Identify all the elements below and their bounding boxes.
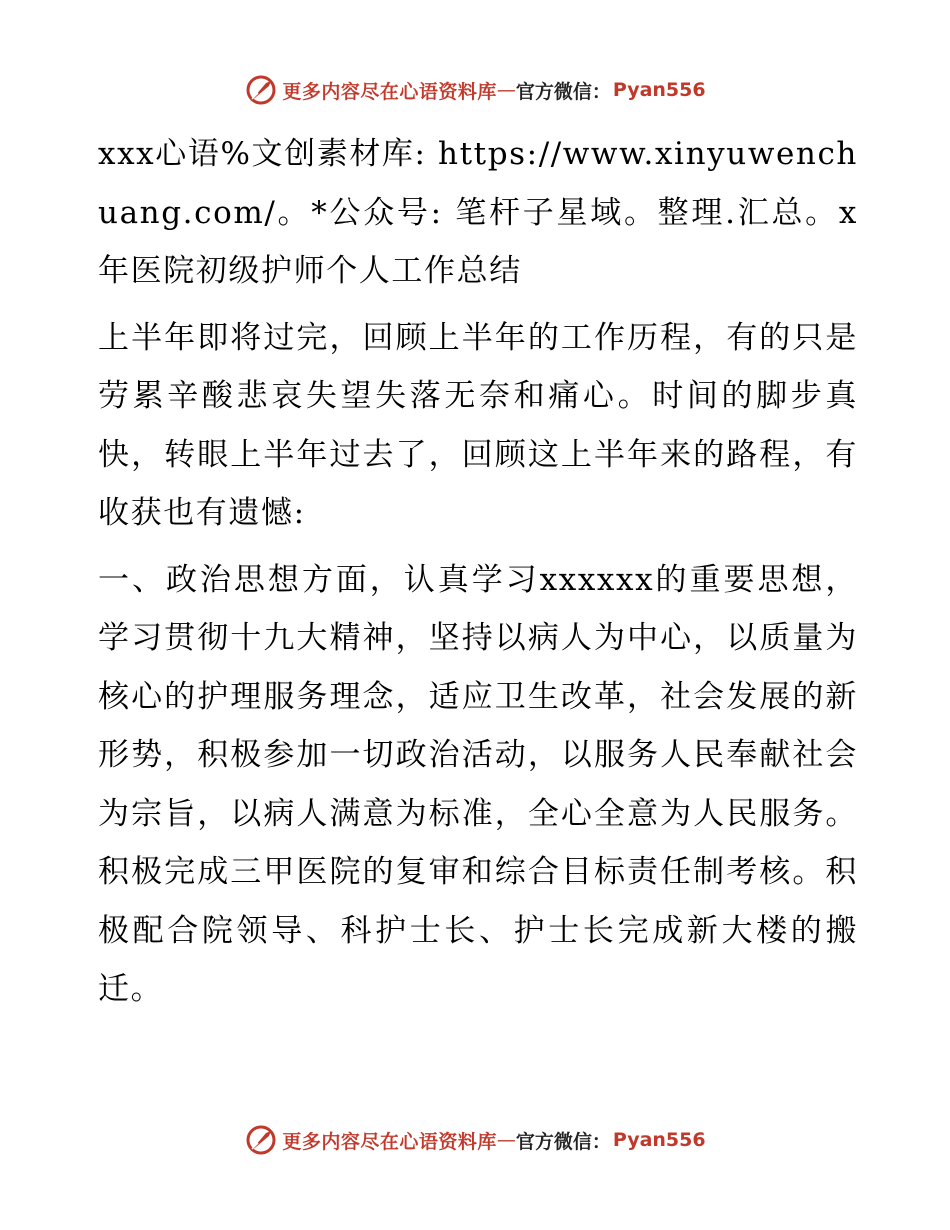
document-intro-title: xxx心语%文创素材库: https://www.xinyuwenchuang.com/。*公众号: 笔杆子星域。整理.汇总。x年医院初级护师个人工作总结 — [98, 136, 858, 289]
header-banner — [0, 70, 950, 110]
document-body — [98, 125, 858, 1019]
paragraph-political-thought: 一、政治思想方面，认真学习xxxxxx的重要思想，学习贯彻十九大精神，坚持以病人为中心，以质量为核心的护理服务理念，适应卫生改革，社会发展的新形势，积极参加一切政治活动，以服务人民奉献社会为宗旨，以病人满意为标准，全心全意为人民服务。积极完成三甲医院的复审和综合目标责任制考核。积极配合院领导、科护士长、护士长完成新大楼的搬迁。 — [98, 561, 858, 1007]
banner-main-text: 更多内容尽在心语资料库 — [282, 80, 497, 103]
banner-official-label: 官方微信： — [515, 80, 611, 103]
banner-wechat-id: Pyan556 — [612, 79, 706, 101]
quill-pen-logo-icon — [244, 73, 278, 107]
banner-dash: — — [496, 79, 516, 101]
quill-pen-logo-icon — [244, 1123, 278, 1157]
banner-wechat-id: Pyan556 — [612, 1129, 706, 1151]
banner-dash: — — [496, 1129, 516, 1151]
banner-official-label: 官方微信： — [515, 1130, 611, 1153]
paragraph-review: 上半年即将过完，回顾上半年的工作历程，有的只是劳累辛酸悲哀失望失落无奈和痛心。时间的脚步真快，转眼上半年过去了，回顾这上半年来的路程，有收获也有遗憾: — [98, 319, 858, 531]
banner-main-text: 更多内容尽在心语资料库 — [282, 1130, 497, 1153]
footer-banner — [0, 1120, 950, 1160]
